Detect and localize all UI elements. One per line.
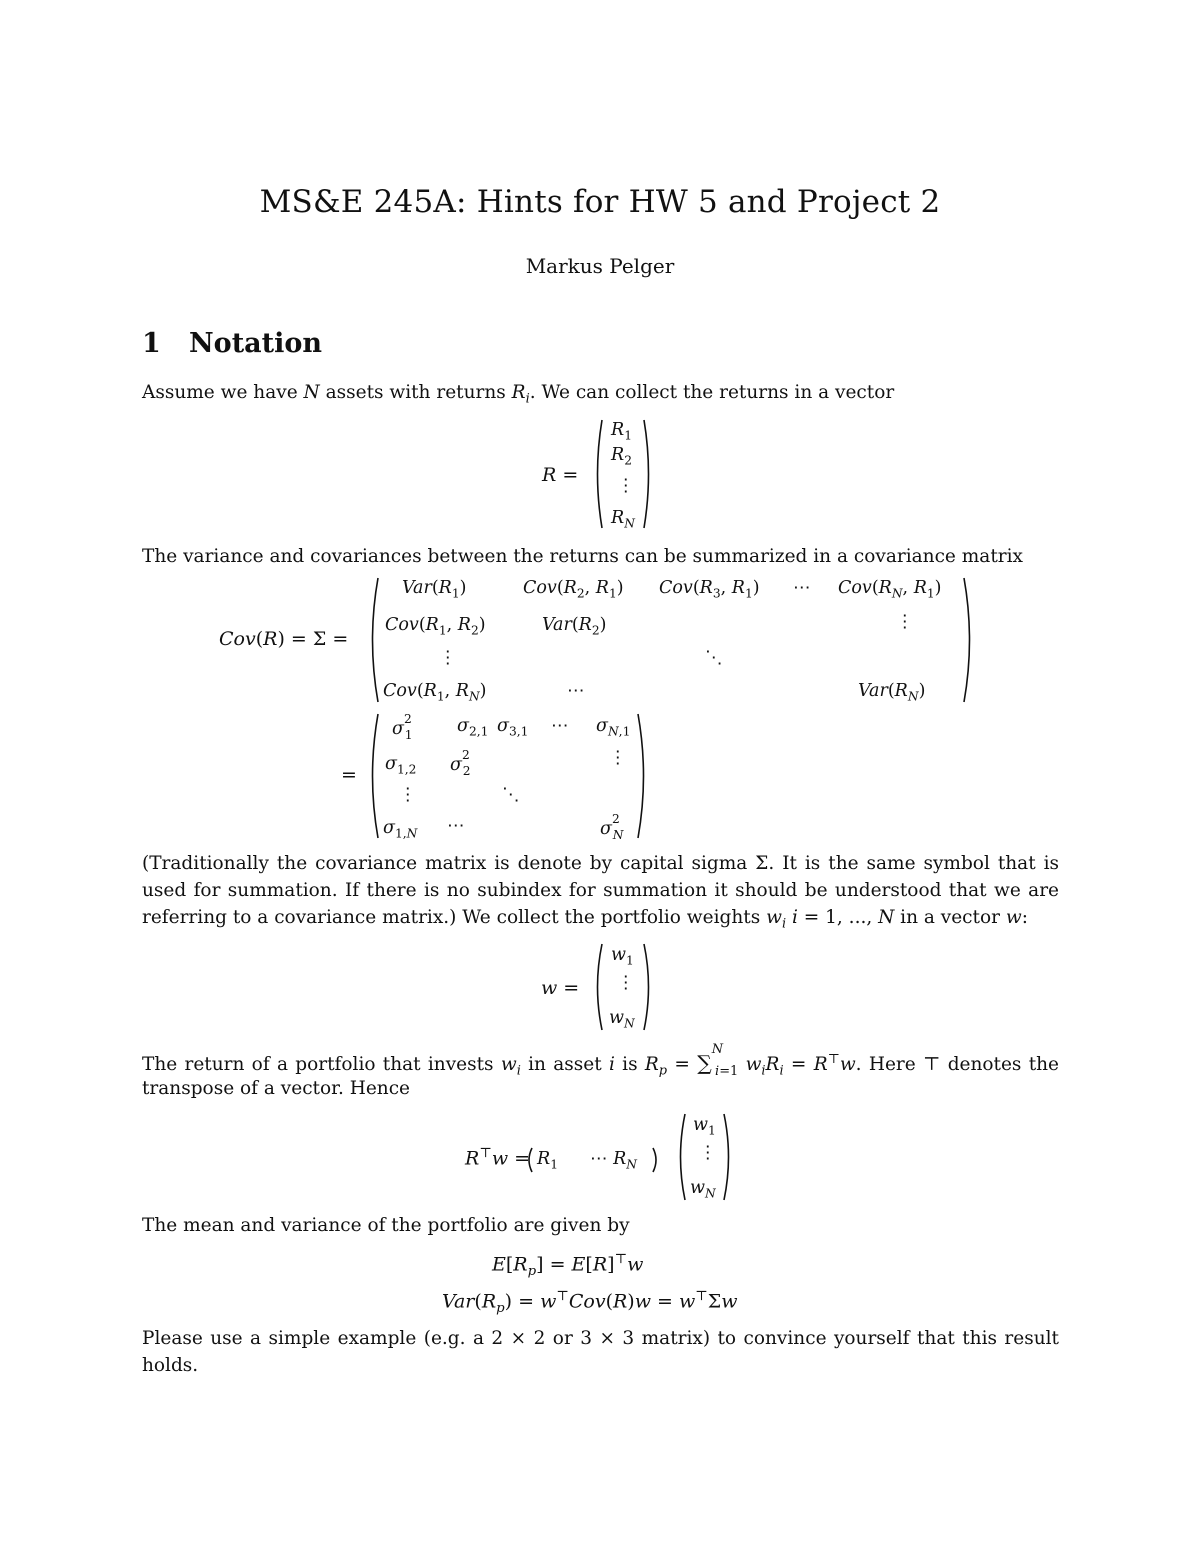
paragraph-4-line-2: transpose of a vector. Hence <box>142 1078 411 1099</box>
paragraph-4-line-1: The return of a portfolio that invests $w_i$ in asset i is $R_p = \sum^N_{i=1}$ $w_iR_i = R^⊤w$. Here ⊤ denotes the <box>142 1041 1060 1079</box>
paragraph-3-line-3: referring to a covariance matrix.) We collect the portfolio weights $w_i$ i = 1, ..., N in a vector w: <box>142 907 1028 932</box>
paragraph-3-line-1: (Traditionally the covariance matrix is denote by capital sigma Σ. It is the same symbol that is <box>142 853 1059 874</box>
equation-variance: $Var(R_p) = w^⊤Cov(R)w = w^⊤\Sigma w$ <box>442 1289 738 1317</box>
equation-mean: $E[R_p] = E[R]^⊤w$ <box>492 1252 644 1280</box>
author: Markus Pelger <box>525 254 675 278</box>
section-number: 1 <box>142 328 161 359</box>
section-title: Notation <box>189 328 323 359</box>
paragraph-5: The mean and variance of the portfolio are given by <box>142 1215 630 1236</box>
paragraph-2: The variance and covariances between the returns can be summarized in a covariance matrix <box>142 546 1023 567</box>
section-heading <box>142 328 322 359</box>
paragraph-1: Assume we have N assets with returns $R_i$. We can collect the returns in a vector <box>142 382 895 407</box>
paragraph-6-line-2: holds. <box>142 1355 199 1376</box>
paragraph-6-line-1: Please use a simple example (e.g. a 2 × 2 or 3 × 3 matrix) to convince yourself that this result <box>142 1328 1059 1349</box>
paper-title: MS&E 245A: Hints for HW 5 and Project 2 <box>259 184 941 220</box>
paragraph-3-line-2: used for summation. If there is no subindex for summation it should be understood that we are <box>142 880 1059 901</box>
